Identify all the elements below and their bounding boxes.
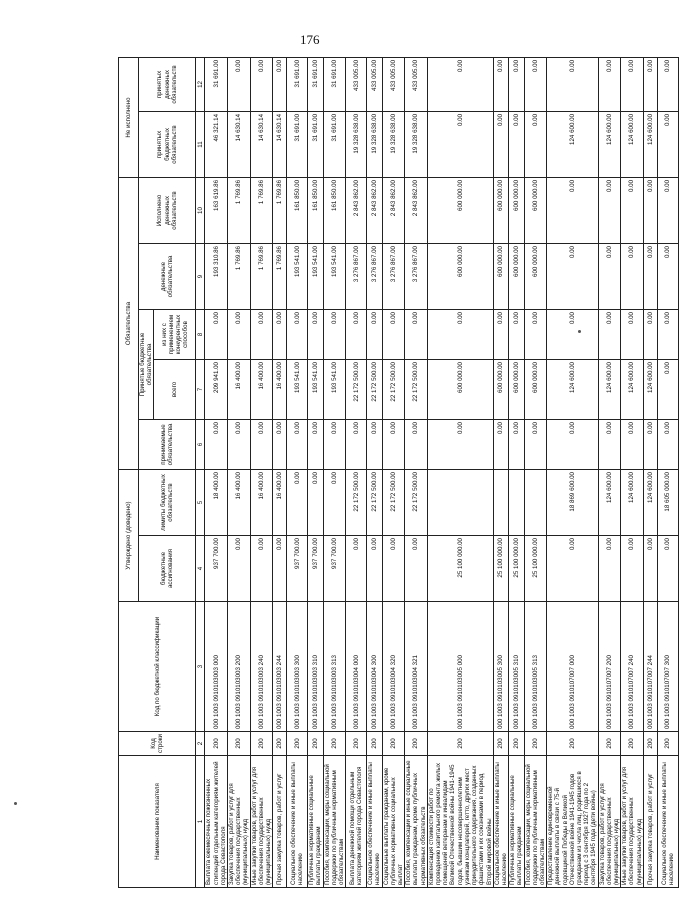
cell-budget-assignments: 0.00 (657, 536, 678, 602)
row-kbk-cell: 000 1003 0910107007 240 (621, 602, 644, 732)
cell-executed: 2 843 862.00 (346, 177, 367, 243)
cell-executed: 2 843 862.00 (367, 177, 382, 243)
cell-not-executed-budget: 0.00 (524, 111, 547, 177)
row-kbk-cell: 000 1003 0910103005 000 (427, 602, 493, 732)
column-number: 11 (196, 111, 205, 177)
cell-limits: 22 172 500.00 (367, 470, 382, 536)
cell-monetary-obligations: 0.00 (598, 244, 621, 310)
row-kbk-cell: 000 1003 0910103003 000 (205, 602, 228, 732)
cell-accepted-competitive: 0.00 (250, 310, 273, 360)
cell-accepted-total: 124 600.00 (643, 360, 657, 420)
cell-accepted-obligations: 0.00 (509, 420, 524, 470)
cell-accepted-competitive: 0.00 (598, 310, 621, 360)
row-kbk-cell: 000 1003 0910107007 244 (643, 602, 657, 732)
cell-budget-assignments: 25 100 000.00 (524, 536, 547, 602)
cell-accepted-obligations: 0.00 (228, 420, 251, 470)
cell-monetary-obligations: 600 000.00 (524, 244, 547, 310)
cell-budget-assignments: 937 700.00 (205, 536, 228, 602)
row-kbk-cell: 000 1003 0910103003 310 (308, 602, 323, 732)
cell-not-executed-budget: 14 630.14 (250, 111, 273, 177)
header-obligations: Обязательства (119, 177, 139, 469)
column-number: 3 (196, 602, 205, 732)
cell-monetary-obligations: 0.00 (657, 244, 678, 310)
table-row (643, 57, 657, 887)
cell-executed: 1 769.86 (228, 177, 251, 243)
column-number-row (196, 57, 205, 887)
row-name-cell: Выплата денежной помощи отдельным категориям жителей города Севастополя (346, 756, 367, 888)
cell-limits: 18 400.00 (205, 470, 228, 536)
cell-limits (493, 470, 508, 536)
cell-executed: 1 769.86 (273, 177, 287, 243)
row-code-cell: 200 (524, 732, 547, 756)
cell-not-executed-monetary: 0.00 (228, 57, 251, 111)
cell-accepted-total: 600 000.00 (427, 360, 493, 420)
cell-limits: 0.00 (287, 470, 308, 536)
cell-not-executed-monetary: 0.00 (643, 57, 657, 111)
row-kbk-cell: 000 1003 0910103004 320 (382, 602, 405, 732)
row-code-cell: 200 (367, 732, 382, 756)
table-row (598, 57, 621, 887)
row-code-cell: 200 (382, 732, 405, 756)
cell-not-executed-monetary: 0.00 (273, 57, 287, 111)
row-code-cell: 200 (509, 732, 524, 756)
cell-not-executed-budget: 0.00 (657, 111, 678, 177)
table-row (323, 57, 346, 887)
row-kbk-cell: 000 1003 0910103004 300 (367, 602, 382, 732)
cell-accepted-obligations: 0.00 (621, 420, 644, 470)
cell-budget-assignments: 937 700.00 (323, 536, 346, 602)
cell-accepted-competitive: 0.00 (509, 310, 524, 360)
cell-limits: 0.00 (308, 470, 323, 536)
cell-accepted-total: 600 000.00 (509, 360, 524, 420)
table-row (228, 57, 251, 887)
column-number: 9 (196, 244, 205, 310)
cell-accepted-competitive: 0.00 (287, 310, 308, 360)
cell-not-executed-budget: 14 630.14 (228, 111, 251, 177)
column-number: 12 (196, 57, 205, 111)
table-row (367, 57, 382, 887)
cell-not-executed-budget: 19 328 638.00 (346, 111, 367, 177)
cell-accepted-total: 16 400.00 (228, 360, 251, 420)
cell-accepted-total: 0.00 (657, 360, 678, 420)
cell-not-executed-budget: 124 600.00 (598, 111, 621, 177)
cell-not-executed-monetary: 0.00 (524, 57, 547, 111)
cell-monetary-obligations: 1 769.86 (250, 244, 273, 310)
header-not-executed-budget: принятых бюджетных обязательств (139, 111, 196, 177)
cell-budget-assignments: 0.00 (250, 536, 273, 602)
cell-limits: 22 172 500.00 (382, 470, 405, 536)
cell-accepted-obligations: 0.00 (346, 420, 367, 470)
cell-executed: 600 000.00 (509, 177, 524, 243)
cell-accepted-competitive: 0.00 (643, 310, 657, 360)
header-limits: лимиты бюджетных обязательств (139, 470, 196, 536)
table-row (273, 57, 287, 887)
table-row (427, 57, 493, 887)
cell-monetary-obligations: 600 000.00 (427, 244, 493, 310)
cell-accepted-total: 209 941.00 (205, 360, 228, 420)
cell-monetary-obligations: 193 310.86 (205, 244, 228, 310)
cell-budget-assignments: 0.00 (367, 536, 382, 602)
cell-accepted-competitive: 0.00 (621, 310, 644, 360)
cell-accepted-obligations: 0.00 (205, 420, 228, 470)
row-name-cell: Публичные нормативные социальные выплаты гражданам (308, 756, 323, 888)
row-name-cell: Иные закупки товаров, работ и услуг для обеспечения государственных (муниципальных) нужд (621, 756, 644, 888)
cell-limits (524, 470, 547, 536)
cell-limits: 22 172 500.00 (405, 470, 428, 536)
header-code: Код строки (119, 732, 196, 756)
cell-not-executed-monetary: 0.00 (657, 57, 678, 111)
header-accepted-budget-obligations: Принятые бюджетные обязательства (139, 310, 154, 420)
cell-accepted-total: 22 172 500.00 (405, 360, 428, 420)
row-name-cell: Прочая закупка товаров, работ и услуг (643, 756, 657, 888)
cell-accepted-obligations: 0.00 (405, 420, 428, 470)
cell-monetary-obligations: 1 769.86 (228, 244, 251, 310)
cell-budget-assignments: 0.00 (621, 536, 644, 602)
table-row (524, 57, 547, 887)
cell-not-executed-monetary: 0.00 (427, 57, 493, 111)
row-kbk-cell: 000 1003 0910103005 310 (509, 602, 524, 732)
cell-not-executed-monetary: 0.00 (547, 57, 598, 111)
cell-not-executed-budget: 14 630.14 (273, 111, 287, 177)
column-number: 10 (196, 177, 205, 243)
cell-accepted-obligations: 0.00 (250, 420, 273, 470)
cell-accepted-competitive: 0.00 (367, 310, 382, 360)
cell-accepted-competitive: 0.00 (228, 310, 251, 360)
cell-monetary-obligations: 193 541.00 (323, 244, 346, 310)
row-kbk-cell: 000 1003 0910103003 300 (287, 602, 308, 732)
cell-accepted-competitive: 0.00 (273, 310, 287, 360)
row-kbk-cell: 000 1003 0910103003 313 (323, 602, 346, 732)
cell-not-executed-budget: 0.00 (493, 111, 508, 177)
column-number: 5 (196, 470, 205, 536)
row-name-cell: Выплата ежемесячных пожизненных стипендий отдельным категориям жителей города Севастополя (205, 756, 228, 888)
cell-executed: 2 843 862.00 (382, 177, 405, 243)
cell-accepted-total: 16 400.00 (273, 360, 287, 420)
column-number: 1 (196, 756, 205, 888)
cell-executed: 600 000.00 (427, 177, 493, 243)
table-row (657, 57, 678, 887)
cell-accepted-total: 193 541.00 (287, 360, 308, 420)
row-code-cell: 200 (346, 732, 367, 756)
cell-monetary-obligations: 0.00 (643, 244, 657, 310)
row-kbk-cell: 000 1003 0910103003 240 (250, 602, 273, 732)
cell-not-executed-budget: 19 328 638.00 (382, 111, 405, 177)
cell-accepted-competitive: 0.00 (657, 310, 678, 360)
cell-accepted-competitive: 0.00 (405, 310, 428, 360)
cell-monetary-obligations: 3 276 867.00 (382, 244, 405, 310)
header-not-executed: Не исполнено (119, 57, 139, 177)
cell-not-executed-monetary: 31 691.00 (287, 57, 308, 111)
cell-executed: 0.00 (621, 177, 644, 243)
table-row (205, 57, 228, 887)
cell-accepted-total: 124 600.00 (547, 360, 598, 420)
cell-monetary-obligations: 193 541.00 (287, 244, 308, 310)
row-code-cell: 200 (547, 732, 598, 756)
row-name-cell: Предоставление единовременной денежной выплаты в связи с 75-й годовщиной Победы в Великой Отечественной войне 1941-1945 годов гражданам из числа лиц, родившихся в период с 3 сентября 1927 года по 2 сентября 1945 года (дети войны) (547, 756, 598, 888)
cell-not-executed-monetary: 31 691.00 (308, 57, 323, 111)
cell-executed: 161 850.00 (308, 177, 323, 243)
cell-not-executed-budget: 19 328 638.00 (367, 111, 382, 177)
table-row (493, 57, 508, 887)
row-name-cell: Закупка товаров, работ и услуг для обеспечения государственных (муниципальных) нужд (598, 756, 621, 888)
cell-accepted-obligations: 0.00 (308, 420, 323, 470)
cell-not-executed-budget: 31 691.00 (308, 111, 323, 177)
column-number: 4 (196, 536, 205, 602)
row-kbk-cell: 000 1003 0910107007 200 (598, 602, 621, 732)
table-row (547, 57, 598, 887)
row-code-cell: 200 (287, 732, 308, 756)
cell-not-executed-budget: 31 691.00 (287, 111, 308, 177)
header-accepted-obligations: принимаемые обязательства (139, 420, 196, 470)
cell-accepted-obligations: 0.00 (657, 420, 678, 470)
row-kbk-cell: 000 1003 0910103004 321 (405, 602, 428, 732)
cell-budget-assignments: 25 100 000.00 (427, 536, 493, 602)
header-competitive: из них с применением конкурентных способов (154, 310, 196, 360)
cell-limits (427, 470, 493, 536)
cell-executed: 0.00 (657, 177, 678, 243)
cell-monetary-obligations: 3 276 867.00 (346, 244, 367, 310)
cell-executed: 2 843 862.00 (405, 177, 428, 243)
header-monetary-obligations: денежные обязательства (139, 244, 196, 310)
header-executed: Исполнено денежных обязательств (139, 177, 196, 243)
cell-not-executed-monetary: 0.00 (493, 57, 508, 111)
row-kbk-cell: 000 1003 0910103003 244 (273, 602, 287, 732)
cell-budget-assignments: 937 700.00 (287, 536, 308, 602)
cell-accepted-obligations: 0.00 (643, 420, 657, 470)
cell-accepted-obligations: 0.00 (493, 420, 508, 470)
cell-accepted-total: 124 600.00 (621, 360, 644, 420)
cell-monetary-obligations: 3 276 867.00 (367, 244, 382, 310)
column-number: 2 (196, 732, 205, 756)
row-code-cell: 200 (323, 732, 346, 756)
cell-accepted-obligations: 0.00 (323, 420, 346, 470)
cell-budget-assignments: 0.00 (346, 536, 367, 602)
cell-executed: 0.00 (598, 177, 621, 243)
table-row (287, 57, 308, 887)
table-row (621, 57, 644, 887)
cell-executed: 600 000.00 (524, 177, 547, 243)
header-not-executed-monetary: принятых денежных обязательств (139, 57, 196, 111)
row-name-cell: Компенсация стоимости работ по проведению капитального ремонта жилых помещений ветеранам и инвалидам Великой Отечественной войны 1941-1945 годов, бывшим несовершеннолетним узникам концлагерей, гетто, других мест принудительного содержания, созданных фашистами и их союзниками в период Второй мировой войны (427, 756, 493, 888)
cell-executed: 161 850.00 (323, 177, 346, 243)
cell-monetary-obligations: 3 276 867.00 (405, 244, 428, 310)
cell-not-executed-budget: 124 600.00 (621, 111, 644, 177)
cell-accepted-competitive: 0.00 (524, 310, 547, 360)
cell-accepted-total: 124 600.00 (598, 360, 621, 420)
cell-not-executed-monetary: 31 691.00 (205, 57, 228, 111)
row-name-cell: Закупка товаров, работ и услуг для обеспечения государственных (муниципальных) нужд (228, 756, 251, 888)
header-kbk: Код по бюджетной классификации (119, 602, 196, 732)
cell-limits: 124 600.00 (643, 470, 657, 536)
row-name-cell: Социальное обеспечение и иные выплаты населению (367, 756, 382, 888)
cell-accepted-competitive: 0.00 (308, 310, 323, 360)
table-row (509, 57, 524, 887)
cell-limits: 16 400.00 (250, 470, 273, 536)
cell-budget-assignments: 0.00 (382, 536, 405, 602)
row-code-cell: 200 (228, 732, 251, 756)
header-name: Наименование показателя (119, 756, 196, 888)
column-number: 7 (196, 360, 205, 420)
cell-limits: 18 869 600.00 (547, 470, 598, 536)
cell-budget-assignments: 0.00 (643, 536, 657, 602)
row-name-cell: Публичные нормативные социальные выплаты гражданам (509, 756, 524, 888)
cell-monetary-obligations: 1 769.86 (273, 244, 287, 310)
row-code-cell: 200 (427, 732, 493, 756)
cell-monetary-obligations: 600 000.00 (493, 244, 508, 310)
cell-accepted-total: 193 541.00 (308, 360, 323, 420)
cell-not-executed-budget: 124 600.00 (547, 111, 598, 177)
cell-not-executed-monetary: 31 691.00 (323, 57, 346, 111)
cell-accepted-competitive: 0.00 (493, 310, 508, 360)
cell-executed: 163 619.86 (205, 177, 228, 243)
column-number: 6 (196, 420, 205, 470)
cell-not-executed-budget: 31 691.00 (323, 111, 346, 177)
table-row (308, 57, 323, 887)
cell-not-executed-budget: 0.00 (427, 111, 493, 177)
cell-not-executed-monetary: 0.00 (621, 57, 644, 111)
row-kbk-cell: 000 1003 0910103004 000 (346, 602, 367, 732)
row-code-cell: 200 (598, 732, 621, 756)
row-code-cell: 200 (308, 732, 323, 756)
row-code-cell: 200 (205, 732, 228, 756)
cell-not-executed-monetary: 433 005.00 (405, 57, 428, 111)
row-name-cell: Прочая закупка товаров, работ и услуг (273, 756, 287, 888)
cell-budget-assignments: 0.00 (273, 536, 287, 602)
budget-report-sheet (118, 58, 675, 888)
row-name-cell: Пособия, компенсации и иные социальные выплаты гражданам, кроме публичных нормативных обязательств (405, 756, 428, 888)
page-number: 176 (300, 32, 320, 47)
cell-not-executed-budget: 46 321.14 (205, 111, 228, 177)
cell-budget-assignments: 0.00 (405, 536, 428, 602)
row-name-cell: Иные закупки товаров, работ и услуг для обеспечения государственных (муниципальных) нужд (250, 756, 273, 888)
cell-executed: 0.00 (643, 177, 657, 243)
cell-monetary-obligations: 0.00 (621, 244, 644, 310)
cell-budget-assignments: 0.00 (547, 536, 598, 602)
cell-not-executed-budget: 124 600.00 (643, 111, 657, 177)
row-code-cell: 200 (273, 732, 287, 756)
cell-accepted-competitive: 0.00 (547, 310, 598, 360)
row-name-cell: Пособия, компенсации, меры социальной поддержки по публичным нормативным обязательствам (524, 756, 547, 888)
row-code-cell: 200 (621, 732, 644, 756)
cell-not-executed-budget: 0.00 (509, 111, 524, 177)
cell-budget-assignments: 937 700.00 (308, 536, 323, 602)
row-name-cell: Пособия, компенсации, меры социальной поддержки по публичным нормативным обязательствам (323, 756, 346, 888)
cell-limits: 0.00 (323, 470, 346, 536)
cell-accepted-competitive: 0.00 (205, 310, 228, 360)
cell-budget-assignments: 25 100 000.00 (493, 536, 508, 602)
cell-limits: 22 172 500.00 (346, 470, 367, 536)
header-budget-assignments: бюджетные ассигнования (139, 536, 196, 602)
row-kbk-cell: 000 1003 0910103005 300 (493, 602, 508, 732)
cell-monetary-obligations: 0.00 (547, 244, 598, 310)
table-body (205, 57, 678, 887)
cell-limits: 18 605 000.00 (657, 470, 678, 536)
cell-accepted-obligations: 0.00 (598, 420, 621, 470)
header-total: всего (154, 360, 196, 420)
table-row (250, 57, 273, 887)
cell-accepted-obligations: 0.00 (427, 420, 493, 470)
cell-accepted-total: 22 172 500.00 (382, 360, 405, 420)
cell-executed: 161 850.00 (287, 177, 308, 243)
column-number: 8 (196, 310, 205, 360)
cell-accepted-obligations: 0.00 (547, 420, 598, 470)
cell-accepted-obligations: 0.00 (367, 420, 382, 470)
cell-limits (509, 470, 524, 536)
row-name-cell: Социальное обеспечение и иные выплаты населению (493, 756, 508, 888)
cell-accepted-obligations: 0.00 (382, 420, 405, 470)
cell-accepted-obligations: 0.00 (524, 420, 547, 470)
row-name-cell: Социальное обеспечение и иные выплаты населению (287, 756, 308, 888)
cell-accepted-competitive: 0.00 (382, 310, 405, 360)
cell-accepted-competitive: 0.00 (346, 310, 367, 360)
cell-not-executed-monetary: 433 005.00 (382, 57, 405, 111)
row-kbk-cell: 000 1003 0910107007 300 (657, 602, 678, 732)
cell-accepted-total: 16 400.00 (250, 360, 273, 420)
cell-accepted-obligations: 0.00 (287, 420, 308, 470)
cell-executed: 1 769.86 (250, 177, 273, 243)
table-row (405, 57, 428, 887)
scan-speck (14, 802, 17, 805)
row-code-cell: 200 (493, 732, 508, 756)
cell-accepted-total: 193 541.00 (323, 360, 346, 420)
table-row (382, 57, 405, 887)
cell-limits: 16 400.00 (228, 470, 251, 536)
cell-budget-assignments: 0.00 (598, 536, 621, 602)
cell-not-executed-monetary: 433 005.00 (346, 57, 367, 111)
row-kbk-cell: 000 1003 0910103003 200 (228, 602, 251, 732)
row-name-cell: Социальное обеспечение и иные выплаты населению (657, 756, 678, 888)
row-code-cell: 200 (250, 732, 273, 756)
cell-monetary-obligations: 193 541.00 (308, 244, 323, 310)
cell-accepted-competitive: 0.00 (323, 310, 346, 360)
cell-executed: 600 000.00 (493, 177, 508, 243)
cell-monetary-obligations: 600 000.00 (509, 244, 524, 310)
cell-not-executed-budget: 19 328 638.00 (405, 111, 428, 177)
cell-not-executed-monetary: 0.00 (598, 57, 621, 111)
cell-not-executed-monetary: 0.00 (250, 57, 273, 111)
budget-execution-table (118, 57, 679, 888)
cell-accepted-obligations: 0.00 (273, 420, 287, 470)
cell-budget-assignments: 0.00 (228, 536, 251, 602)
row-code-cell: 200 (643, 732, 657, 756)
cell-accepted-total: 600 000.00 (524, 360, 547, 420)
row-code-cell: 200 (405, 732, 428, 756)
header-approved: Утверждено (доведено) (119, 470, 139, 602)
cell-executed: 0.00 (547, 177, 598, 243)
cell-accepted-competitive: 0.00 (427, 310, 493, 360)
cell-accepted-total: 22 172 500.00 (367, 360, 382, 420)
cell-budget-assignments: 25 100 000.00 (509, 536, 524, 602)
cell-limits: 124 600.00 (621, 470, 644, 536)
table-row (346, 57, 367, 887)
row-code-cell: 200 (657, 732, 678, 756)
cell-accepted-total: 22 172 500.00 (346, 360, 367, 420)
cell-limits: 124 600.00 (598, 470, 621, 536)
row-kbk-cell: 000 1003 0910107007 000 (547, 602, 598, 732)
cell-accepted-total: 600 000.00 (493, 360, 508, 420)
cell-limits: 16 400.00 (273, 470, 287, 536)
cell-not-executed-monetary: 433 005.00 (367, 57, 382, 111)
cell-not-executed-monetary: 0.00 (509, 57, 524, 111)
row-name-cell: Социальные выплаты гражданам, кроме публичных нормативных социальных выплат (382, 756, 405, 888)
row-kbk-cell: 000 1003 0910103005 313 (524, 602, 547, 732)
